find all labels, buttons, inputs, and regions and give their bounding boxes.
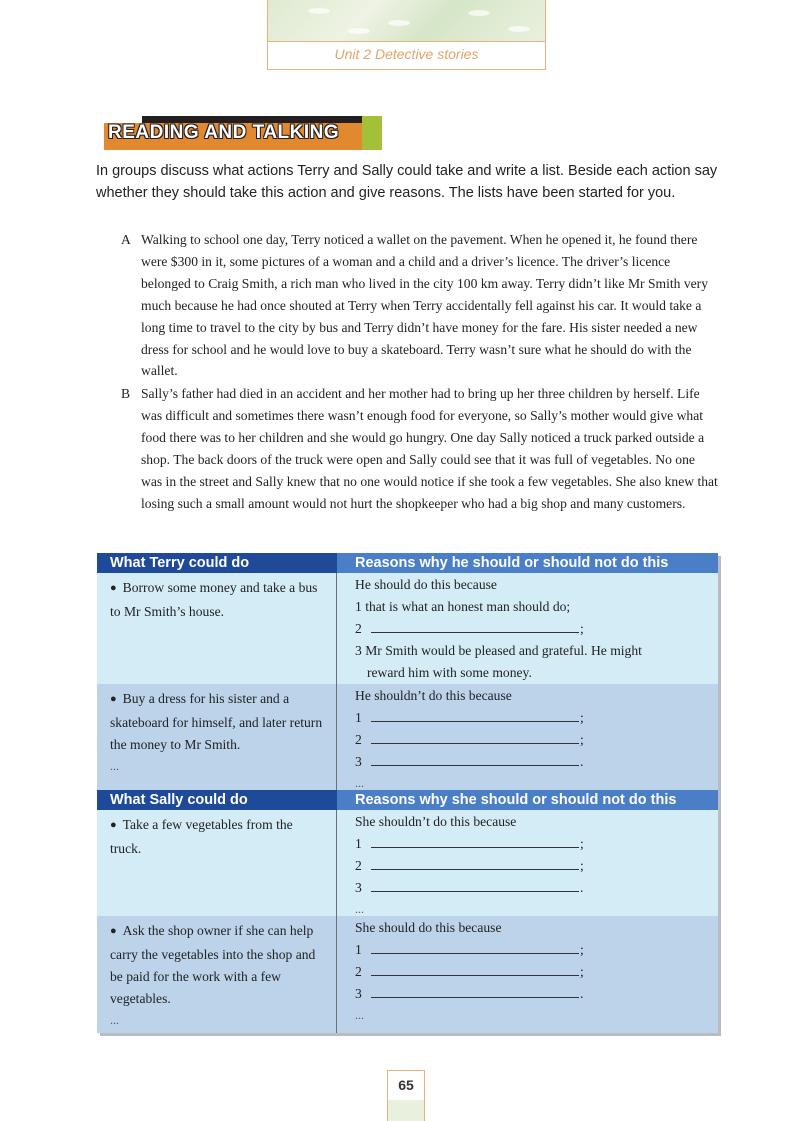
- action-text: Take a few vegetables from the truck.: [110, 817, 293, 856]
- story-text: Sally’s father had died in an accident and her mother had to bring up her three children by herself. Life was difficult and sometimes there wasn’t enough food for everyone, so Sally’s mother would give what food there was to her children and she would go hungry. One day Sally noticed a truck parked outside a shop. The back doors of the truck were open and Sally could see that it was full of vegetables. No one was in the street and Sally knew that no one would notice if she took a few vegetables. She also knew that losing such a small amount would not hurt the shopkeeper who had a big shop and many customers.: [141, 386, 718, 511]
- action-text: Ask the shop owner if she can help carry the vegetables into the shop and be paid for the work with a few vegetables.: [110, 923, 316, 1006]
- header-cell-reasons: Reasons why he should or should not do this: [337, 553, 718, 573]
- header-cell-reasons: Reasons why she should or should not do this: [337, 790, 718, 810]
- unit-title: Unit 2 Detective stories: [334, 46, 479, 62]
- page-number: 65: [387, 1070, 425, 1121]
- reasons-cell: [337, 810, 718, 916]
- reasons-lead: She shouldn’t do this because: [355, 814, 517, 829]
- terry-table-header: [97, 553, 718, 573]
- section-banner: [104, 116, 382, 150]
- story-letter: A: [121, 232, 131, 247]
- bullet-icon: ●: [110, 582, 117, 594]
- reason-blank[interactable]: 2 ;: [355, 963, 584, 979]
- unit-header-tab: [267, 0, 546, 70]
- reason-blank[interactable]: 3 .: [355, 985, 584, 1001]
- discussion-table: [97, 553, 718, 1033]
- story-letter: B: [121, 386, 131, 401]
- more-ellipsis: ...: [355, 901, 364, 916]
- reason-blank[interactable]: 3 .: [355, 753, 584, 769]
- more-ellipsis: ...: [110, 758, 119, 773]
- story-b: [121, 383, 719, 514]
- reasons-cell: [337, 573, 718, 684]
- section-intro: In groups discuss what actions Terry and Sally could take and write a list. Beside each action say whether they should take this action and give reasons. The lists have been started for you.: [96, 163, 718, 201]
- sally-table-header: [97, 790, 718, 810]
- action-cell: [97, 916, 337, 1033]
- reason-blank[interactable]: 2 ;: [355, 857, 584, 873]
- reason-blank[interactable]: 1 ;: [355, 941, 584, 957]
- reasons-cell: [337, 684, 718, 790]
- reason-line: 1 that is what an honest man should do;: [355, 598, 571, 614]
- reason-line-cont: reward him with some money.: [367, 664, 532, 680]
- more-ellipsis: ...: [355, 775, 364, 790]
- bullet-icon: ●: [110, 693, 117, 705]
- section-title: READING AND TALKING: [108, 122, 340, 143]
- action-text: Borrow some money and take a bus to Mr Smith’s house.: [110, 580, 318, 619]
- story-a: [121, 229, 719, 382]
- action-text: Buy a dress for his sister and a skateboard for himself, and later return the money to Mr Smith.: [110, 691, 323, 752]
- action-cell: [97, 573, 337, 684]
- action-cell: [97, 810, 337, 916]
- reason-blank[interactable]: 3 .: [355, 879, 584, 895]
- bullet-icon: ●: [110, 819, 117, 831]
- table-row: [97, 684, 718, 790]
- reasons-cell: [337, 916, 718, 1033]
- reasons-lead: He should do this because: [355, 577, 497, 592]
- header-cell-action: What Sally could do: [97, 790, 337, 810]
- reason-blank[interactable]: 2 ;: [355, 731, 584, 747]
- story-text: Walking to school one day, Terry noticed a wallet on the pavement. When he opened it, he found there were $300 in it, some pictures of a woman and a child and a driver’s licence. The driver’s licence belonged to Craig Smith, a rich man who lived in the city 100 km away. Terry didn’t like Mr Smith very much because he had once shouted at Terry when Terry accidentally fell against his car. It would take a long time to travel to the city by bus and Terry didn’t have money for the fare. His sister needed a new dress for school and he would love to buy a skateboard. Terry wasn’t sure what he should do with the wallet.: [141, 232, 708, 379]
- header-pattern: [268, 0, 545, 42]
- header-cell-action: What Terry could do: [97, 553, 337, 573]
- reasons-lead: She should do this because: [355, 920, 502, 935]
- reason-blank[interactable]: 1 ;: [355, 835, 584, 851]
- reason-blank[interactable]: 1 ;: [355, 709, 584, 725]
- reason-blank[interactable]: 2 ;: [355, 620, 584, 636]
- action-cell: [97, 684, 337, 790]
- reasons-lead: He shouldn’t do this because: [355, 688, 512, 703]
- reason-line: 3 Mr Smith would be pleased and grateful. He might: [355, 642, 642, 658]
- bullet-icon: ●: [110, 925, 117, 937]
- table-row: [97, 573, 718, 684]
- table-row: [97, 810, 718, 916]
- table-row: [97, 916, 718, 1033]
- more-ellipsis: ...: [355, 1007, 364, 1022]
- more-ellipsis: ...: [110, 1012, 119, 1027]
